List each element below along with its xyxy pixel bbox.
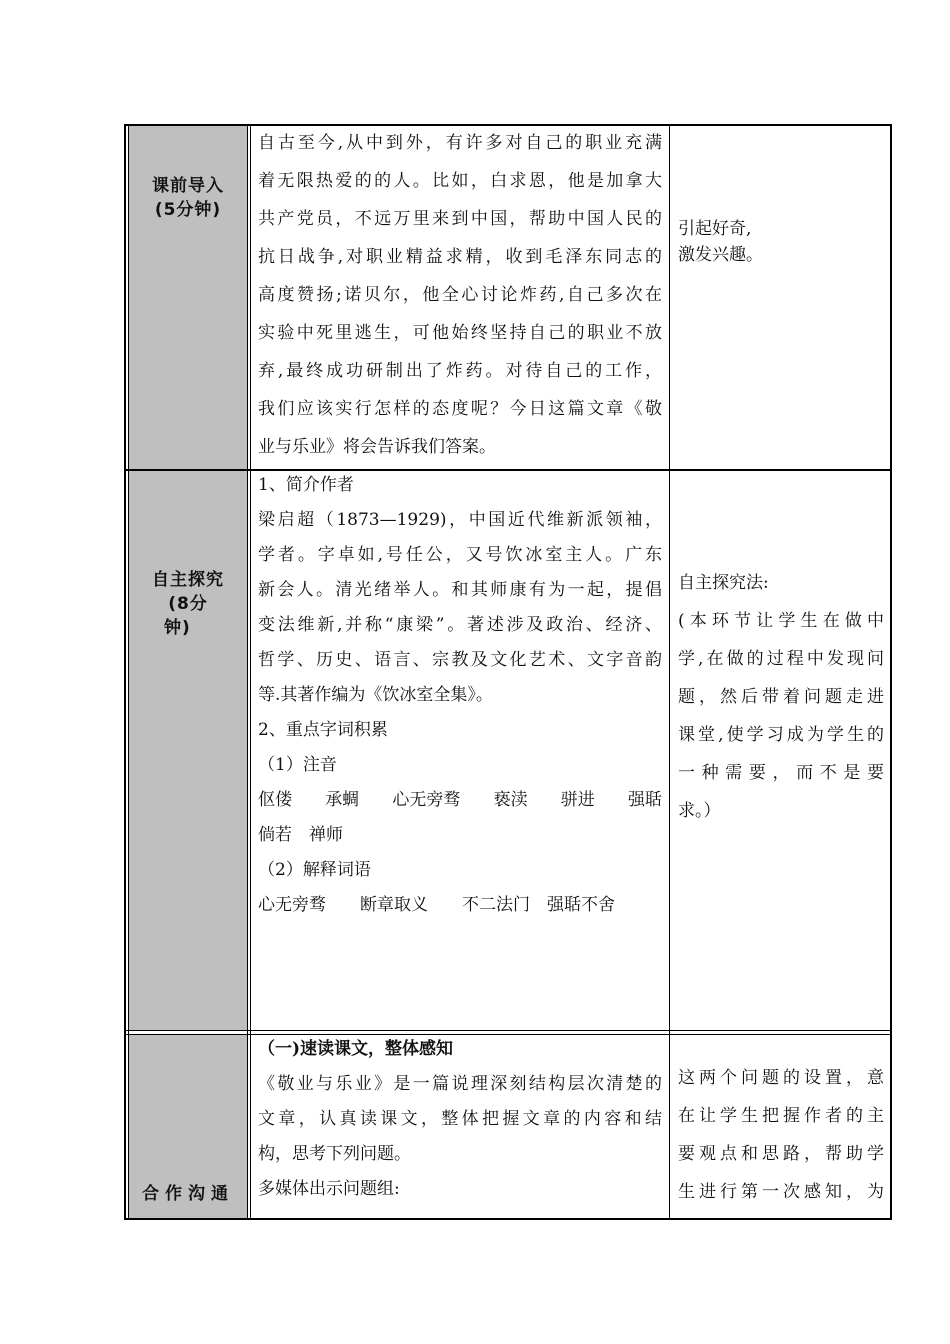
intro-content xyxy=(258,124,662,466)
content-line: （1）注音 xyxy=(258,755,337,775)
table-left-border xyxy=(124,124,126,1220)
self-study-note xyxy=(678,564,884,830)
self-study-content xyxy=(258,468,662,923)
row-divider-double xyxy=(124,1030,892,1031)
note-line: 要观点和思路，帮助学 xyxy=(678,1144,884,1164)
note-line: 这两个问题的设置，意 xyxy=(678,1068,884,1088)
note-line: (本环节让学生在做中 xyxy=(678,611,884,631)
table-bottom-border xyxy=(124,1218,892,1220)
note-line: 引起好奇, xyxy=(678,219,752,239)
note-line: 课堂,使学习成为学生的 xyxy=(678,725,884,745)
content-line: 2、重点字词积累 xyxy=(258,720,388,740)
row-label-self-study xyxy=(128,568,248,640)
intro-note xyxy=(678,216,884,268)
content-line: 多媒体出示问题组: xyxy=(258,1179,400,1199)
content-line: 业与乐业》将会告诉我们答案。 xyxy=(258,437,496,457)
note-line: 求。） xyxy=(678,801,721,821)
content-line: 学者。字卓如,号任公，又号饮冰室主人。广东 xyxy=(258,545,662,565)
column-divider xyxy=(250,124,251,1220)
pinyin-word: 承蜩 xyxy=(325,790,360,810)
content-line: 构，思考下列问题。 xyxy=(258,1144,411,1164)
content-line: 共产党员，不远万里来到中国，帮助中国人民的 xyxy=(258,209,662,229)
row-label-intro xyxy=(128,174,248,222)
label-column-shading xyxy=(128,471,248,1030)
content-line: 哲学、历史、语言、宗教及文化艺术、文字音韵 xyxy=(258,650,662,670)
column-divider xyxy=(247,124,248,1220)
column-divider xyxy=(669,124,670,1220)
note-line: 题，然后带着问题走进 xyxy=(678,687,884,707)
content-line: 着无限热爱的的人。比如，白求恩，他是加拿大 xyxy=(258,171,662,191)
content-line: 高度赞扬;诺贝尔，他全心讨论炸药,自己多次在 xyxy=(258,285,662,305)
content-line: 自古至今,从中到外，有许多对自己的职业充满 xyxy=(258,133,662,153)
label-line: 自主探究 xyxy=(152,570,224,590)
content-line: 变法维新,并称“康梁”。著述涉及政治、经济、 xyxy=(258,615,662,635)
content-line: 1、简介作者 xyxy=(258,475,354,495)
note-line: 激发兴趣。 xyxy=(678,245,763,265)
section-heading: （一)速读课文，整体感知 xyxy=(258,1039,454,1059)
pinyin-word: 伛偻 xyxy=(258,790,292,810)
note-line: 自主探究法: xyxy=(678,573,769,593)
table-right-border xyxy=(890,124,892,1220)
note-line: 一种需要，而不是要 xyxy=(678,763,884,783)
content-line: 抗日战争,对职业精益求精，收到毛泽东同志的 xyxy=(258,247,662,267)
table-left-border-inner xyxy=(128,124,129,1220)
label-line: (5分钟) xyxy=(154,200,222,220)
explain-word-list: 心无旁骛 断章取义 不二法门 强聒不舍 xyxy=(258,895,615,915)
cooperation-note xyxy=(678,1059,884,1211)
content-line: 我们应该实行怎样的态度呢？今日这篇文章《敬 xyxy=(258,399,662,419)
note-line: 生进行第一次感知，为 xyxy=(678,1182,884,1202)
pinyin-word-list xyxy=(258,783,662,818)
row-label-cooperation xyxy=(128,1182,248,1206)
cooperation-content xyxy=(258,1032,662,1207)
pinyin-word: 亵渎 xyxy=(493,790,528,810)
content-line: （2）解释词语 xyxy=(258,860,371,880)
note-line: 在让学生把握作者的主 xyxy=(678,1106,884,1126)
label-line: 合作沟通 xyxy=(142,1184,234,1204)
label-line: 课前导入 xyxy=(152,176,224,196)
content-line: 梁启超（1873—1929)，中国近代维新派领袖， xyxy=(258,510,662,530)
pinyin-word: 骈进 xyxy=(560,790,595,810)
pinyin-word: 强聒 xyxy=(627,790,662,810)
content-line: 《敬业与乐业》是一篇说理深刻结构层次清楚的 xyxy=(258,1074,662,1094)
content-line: 新会人。清光绪举人。和其师康有为一起，提倡 xyxy=(258,580,662,600)
label-line: 钟) xyxy=(164,618,191,638)
note-line: 学,在做的过程中发现问 xyxy=(678,649,884,669)
pinyin-word-list-2: 倘若 禅师 xyxy=(258,825,343,845)
label-line: (8分 xyxy=(168,594,208,614)
content-line: 等.其著作编为《饮冰室全集》。 xyxy=(258,685,493,705)
lesson-plan-table xyxy=(124,124,892,1220)
pinyin-word: 心无旁骛 xyxy=(392,790,461,810)
content-line: 实验中死里逃生，可他始终坚持自己的职业不放 xyxy=(258,323,662,343)
content-line: 文章，认真读课文，整体把握文章的内容和结 xyxy=(258,1109,662,1129)
content-line: 弃,最终成功研制出了炸药。对待自己的工作， xyxy=(258,361,662,381)
